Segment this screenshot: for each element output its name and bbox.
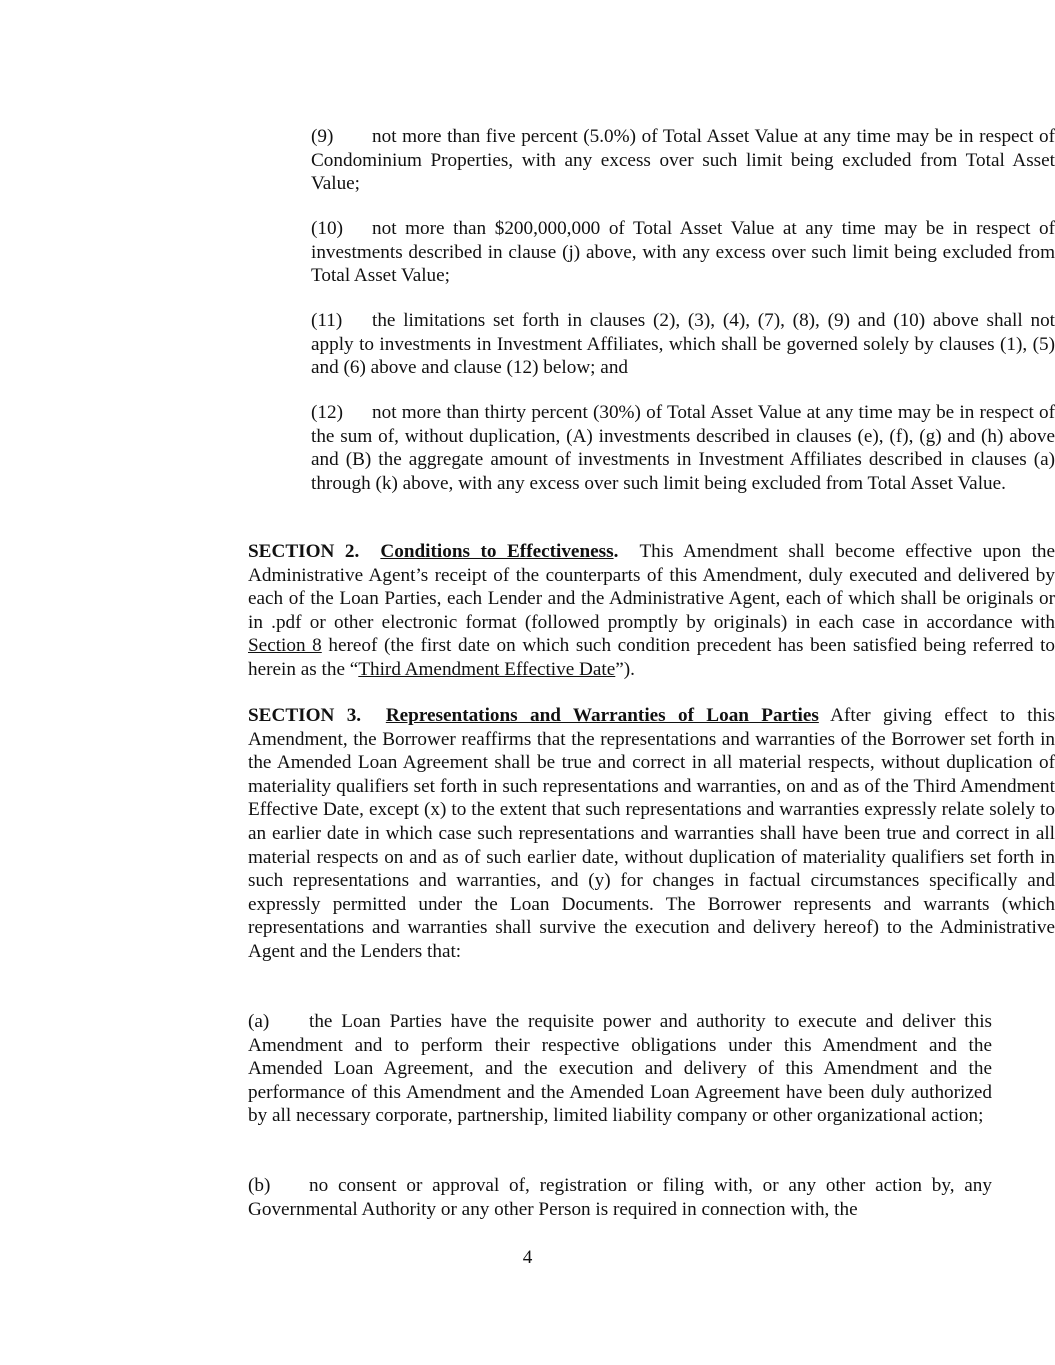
- clause-text: not more than five percent (5.0%) of Total Asset Value at any time may be in respect of Condominium Properties, with any excess over such limit being excluded from Total Asset Value;: [311, 126, 1055, 195]
- section-text-end: ”).: [615, 658, 635, 680]
- clause-number: (11): [311, 310, 343, 331]
- section-label: SECTION 3.: [248, 705, 362, 726]
- clause-11: [187, 309, 1055, 380]
- section-text: After giving effect to this Amendment, the Borrower reaffirms that the representations and warranties of the Borrower set forth in the Amended Loan Agreement shall be true and correct in all material respects, without duplication of materiality qualifiers set forth in such representations and warranties, on and as of the Third Amendment Effective Date, except (x) to the extent that such representations and warranties expressly relate solely to an earlier date in which case such representations and warranties shall have been true and correct in all material respects on and as of such earlier date, without duplication of materiality qualifiers set forth in such representations and warranties, and (y) for changes in factual circumstances specifically and expressly permitted under the Loan Documents. The Borrower represents and warrants (which representations and warranties shall survive the execution and delivery hereof) to the Administrative Agent and the Lenders that:: [248, 705, 1055, 962]
- clause-9: [187, 125, 1055, 196]
- section-text-continued: hereof (the first date on which such condition precedent has been satisfied being referred to herein as the “: [248, 635, 1055, 680]
- section-8-reference: Section 8: [248, 635, 322, 657]
- clause-text: not more than $200,000,000 of Total Asset Value at any time may be in respect of investments described in clause (j) above, with any excess over such limit being excluded from Total Asset Value;: [311, 218, 1055, 287]
- page-number: 4: [522, 1247, 533, 1268]
- subclause-a: [187, 1010, 992, 1128]
- clause-12: [187, 401, 1055, 495]
- heading-punctuation: .: [613, 541, 619, 562]
- clause-10: [187, 217, 1055, 288]
- section-text: This Amendment shall become effective upon the Administrative Agent’s receipt of the counterparts of this Amendment, duly executed and delivered by each of the Loan Parties, each Lender and the Administrative Agent, each of which shall be originals or in .pdf or other electronic format (followed promptly by originals) in each case in accordance with: [248, 541, 1055, 633]
- clause-number: (10): [311, 218, 343, 239]
- subclause-text: the Loan Parties have the requisite power and authority to execute and deliver this Amendment and to perform their respective obligations under this Amendment and the Amended Loan Agreement, and the execution and delivery of this Amendment and the performance of this Amendment and the Amended Loan Agreement have been duly authorized by all necessary corporate, partnership, limited liability company or other organizational action;: [248, 1011, 992, 1127]
- section-label: SECTION 2.: [248, 541, 360, 562]
- subclause-label: (b): [248, 1175, 271, 1196]
- clause-text: not more than thirty percent (30%) of Total Asset Value at any time may be in respect of the sum of, without duplication, (A) investments described in clauses (e), (f), (g) and (h) above and (B) the aggregate amount of investments in Investment Affiliates described in clauses (a) through (k) above, with any excess over such limit being excluded from Total Asset Value.: [311, 402, 1055, 494]
- defined-term: Third Amendment Effective Date: [358, 658, 616, 680]
- section-2: [124, 540, 1055, 682]
- subclause-text: no consent or approval of, registration or filing with, or any other action by, any Governmental Authority or any other Person is required in connection with, the: [248, 1175, 992, 1220]
- clause-text: the limitations set forth in clauses (2), (3), (4), (7), (8), (9) and (10) above shall not apply to investments in Investment Affiliates, which shall be governed solely by clauses (1), (5) and (6) above and clause (12) below; and: [311, 310, 1055, 379]
- clause-number: (12): [311, 402, 343, 423]
- subclause-label: (a): [248, 1011, 270, 1032]
- section-heading: Representations and Warranties of Loan Parties: [385, 705, 819, 726]
- subclause-b: [187, 1174, 992, 1221]
- clause-number: (9): [311, 126, 334, 147]
- section-heading: Conditions to Effectiveness: [380, 541, 614, 562]
- section-3: [124, 704, 1055, 964]
